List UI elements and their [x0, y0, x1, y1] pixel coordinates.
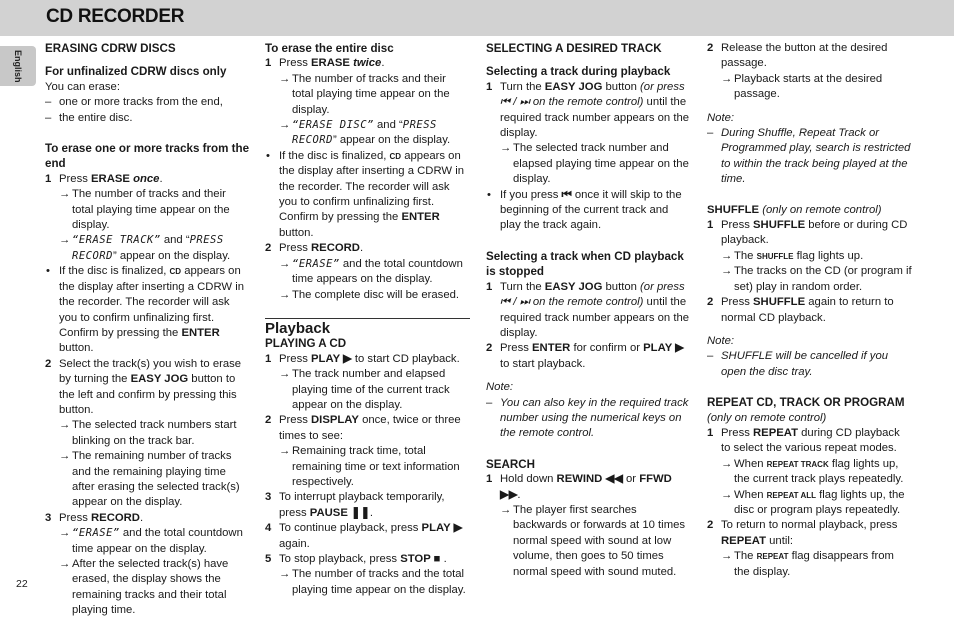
result-item: → When REPEAT TRACK flag lights up, the current track plays repeatedly. — [721, 457, 904, 486]
arrow-icon: → — [59, 558, 71, 570]
column-4 — [707, 41, 912, 580]
note-label: Note: — [486, 381, 514, 394]
step-2: 2 To return to normal playback, press REPEAT until: — [707, 519, 898, 547]
result-item: → The selected track numbers start blinking on the track bar. — [59, 419, 237, 447]
step-1: 1 Turn the EASY JOG button (or press ⏮ / ⏭ on the remote control) until the required track number appears on the display. — [486, 80, 690, 140]
step-3: 3 To interrupt playback temporarily, press PAUSE ❚❚. — [265, 491, 445, 519]
step-2: 2 Press SHUFFLE again to return to normal CD playback. — [707, 296, 894, 324]
note-item: – During Shuffle, Repeat Track or Programmed play, search is restricted to within the track being played at the time. — [707, 127, 911, 186]
language-tab — [0, 46, 36, 86]
result-item: → Playback starts at the desired passage. — [721, 72, 883, 101]
result-item: → The remaining number of tracks and the remaining playing time after erasing the selected track(s) appear on the display. — [59, 450, 240, 509]
arrow-icon: → — [279, 445, 291, 458]
page-title: CD RECORDER — [46, 6, 185, 27]
arrow-icon: → — [59, 450, 71, 463]
language-tab-label: English — [13, 50, 23, 83]
arrow-icon: → — [721, 265, 733, 278]
arrow-icon: → — [721, 488, 733, 501]
arrow-icon: → — [279, 568, 291, 581]
subheading-erase-tracks: To erase one or more tracks from the end — [45, 142, 250, 171]
result-item: → When REPEAT ALL flag lights up, the disc or program plays repeatedly. — [721, 488, 905, 516]
step-1: 1 Hold down REWIND ◀◀ or FFWD ▶▶. — [486, 473, 672, 501]
step-1: 1 Press ERASE twice. — [265, 57, 385, 70]
result-item: → The selected track number and elapsed playing time appear on the display. — [500, 142, 689, 186]
step-5: 5 To stop playback, press STOP ■ . — [265, 553, 447, 565]
list-item: – one or more tracks from the end, — [45, 96, 223, 109]
arrow-icon: → — [59, 188, 71, 201]
arrow-icon: → — [721, 249, 733, 262]
result-item: → The number of tracks and their total playing time appear on the display. — [59, 188, 230, 232]
result-item: → The tracks on the CD (or program if set) play in random order. — [721, 265, 912, 293]
arrow-icon: → — [59, 527, 71, 540]
arrow-icon: → — [721, 72, 733, 85]
heading-erasing-cdrw: ERASING CDRW DISCS — [45, 42, 176, 55]
note-item: – You can also key in the required track number using the numerical keys on the remote control. — [486, 396, 689, 440]
result-item: → The REPEAT flag disappears from the display. — [721, 550, 894, 578]
arrow-icon: → — [500, 503, 512, 516]
arrow-icon: → — [500, 142, 512, 155]
arrow-icon: → — [721, 457, 733, 470]
arrow-icon: → — [721, 550, 733, 563]
heading-playing-cd: PLAYING A CD — [265, 337, 347, 351]
step-3: 3 Press RECORD. — [45, 511, 144, 524]
subheading-erase-entire: To erase the entire disc — [265, 42, 394, 55]
note-label: Note: — [707, 111, 735, 124]
result-item: → The SHUFFLE flag lights up. — [707, 249, 912, 264]
bullet-item: • If the disc is finalized, CD appears on the display after inserting a CDRW in the recorder. The recorder will ask you to confirm unfinalizing first. Confirm by pressing the ENTER button. — [46, 265, 245, 355]
column-1 — [45, 41, 250, 619]
arrow-icon: → — [279, 257, 291, 270]
text-you-can-erase: You can erase: — [45, 80, 120, 93]
page-number: 22 — [16, 578, 28, 590]
section-title-playback: Playback — [265, 318, 470, 336]
heading-search: SEARCH — [486, 457, 535, 471]
note-label: Note: — [707, 334, 735, 347]
note-item: – SHUFFLE will be cancelled if you open the disc tray. — [707, 350, 889, 378]
subheading-when-stopped: Selecting a track when CD playback is stopped — [486, 249, 684, 279]
step-1: 1 Press ERASE once. — [45, 172, 163, 185]
result-item: → The number of tracks and the total playing time appear on the display. — [279, 568, 466, 596]
heading-selecting-track: SELECTING A DESIRED TRACK — [486, 42, 662, 55]
step-2: 2 Press RECORD. — [265, 242, 364, 255]
arrow-icon: → — [279, 288, 291, 301]
previous-track-icon: ⏮ — [561, 188, 572, 201]
step-2: 2 Release the button at the desired passage. — [707, 42, 888, 70]
column-3 — [486, 41, 691, 580]
list-item: – the entire disc. — [45, 111, 133, 124]
result-item: → The track number and elapsed playing time of the current track appear on the display. — [279, 368, 450, 411]
result-item: → “ERASE TRACK” and “PRESS RECORD” appear on the display. — [59, 234, 231, 262]
result-item: → Remaining track time, total remaining time or text information respectively. — [279, 445, 460, 488]
subtitle-remote-only: (only on remote control) — [707, 411, 827, 424]
bullet-item: • If you press ⏮ once it will skip to the beginning of the current track and play the track again. — [487, 188, 682, 232]
result-item: → After the selected track(s) have erased, the display shows the remaining tracks and their total playing time. — [59, 558, 229, 617]
arrow-icon: → — [59, 234, 71, 247]
bullet-item: • If the disc is finalized, CD appears on the display after inserting a CDRW in the recorder. The recorder will ask you to confirm unfinalizing first. Confirm by pressing the ENTER button. — [266, 149, 465, 239]
arrow-icon: → — [279, 368, 291, 381]
arrow-icon: → — [279, 72, 291, 85]
step-1: 1 Press SHUFFLE before or during CD playback. — [707, 219, 908, 247]
step-1: 1 Press REPEAT during CD playback to select the various repeat modes. — [707, 426, 900, 455]
step-4: 4 To continue playback, press PLAY ▶ again. — [265, 522, 463, 550]
step-2: 2 Press ENTER for confirm or PLAY ▶ to start playback. — [486, 342, 684, 370]
result-item: → The number of tracks and their total playing time appear on the display. — [279, 72, 450, 116]
heading-shuffle: SHUFFLE (only on remote control) — [707, 203, 882, 216]
step-2: 2 Press DISPLAY once, twice or three times to see: — [265, 414, 461, 442]
subheading-unfinalized: For unfinalized CDRW discs only — [45, 65, 227, 79]
result-item: → The player first searches backwards or forwards at 10 times normal speed with sound at low volume, then goes to 50 times normal speed with sound muted. — [500, 503, 686, 578]
page-header — [0, 0, 954, 36]
arrow-icon: → — [279, 119, 291, 132]
result-item: → The complete disc will be erased. — [265, 288, 470, 303]
result-item: → “ERASE” and the total countdown time appears on the display. — [279, 257, 463, 286]
result-item: → “ERASE” and the total countdown time appear on the display. — [59, 527, 243, 555]
heading-repeat: REPEAT CD, TRACK OR PROGRAM — [707, 396, 905, 410]
step-1: 1 Turn the EASY JOG button (or press ⏮ / ⏭ on the remote control) until the required track number appears on the display. — [486, 280, 690, 339]
step-1: 1 Press PLAY ▶ to start CD playback. — [265, 352, 460, 365]
column-2 — [265, 41, 470, 598]
subheading-during-playback: Selecting a track during playback — [486, 65, 671, 79]
arrow-icon: → — [59, 419, 71, 432]
result-item: → “ERASE DISC” and “PRESS RECORD” appear on the display. — [279, 119, 451, 147]
step-2: 2 Select the track(s) you wish to erase by turning the EASY JOG button to the left and confirm by pressing this button. — [45, 357, 242, 416]
